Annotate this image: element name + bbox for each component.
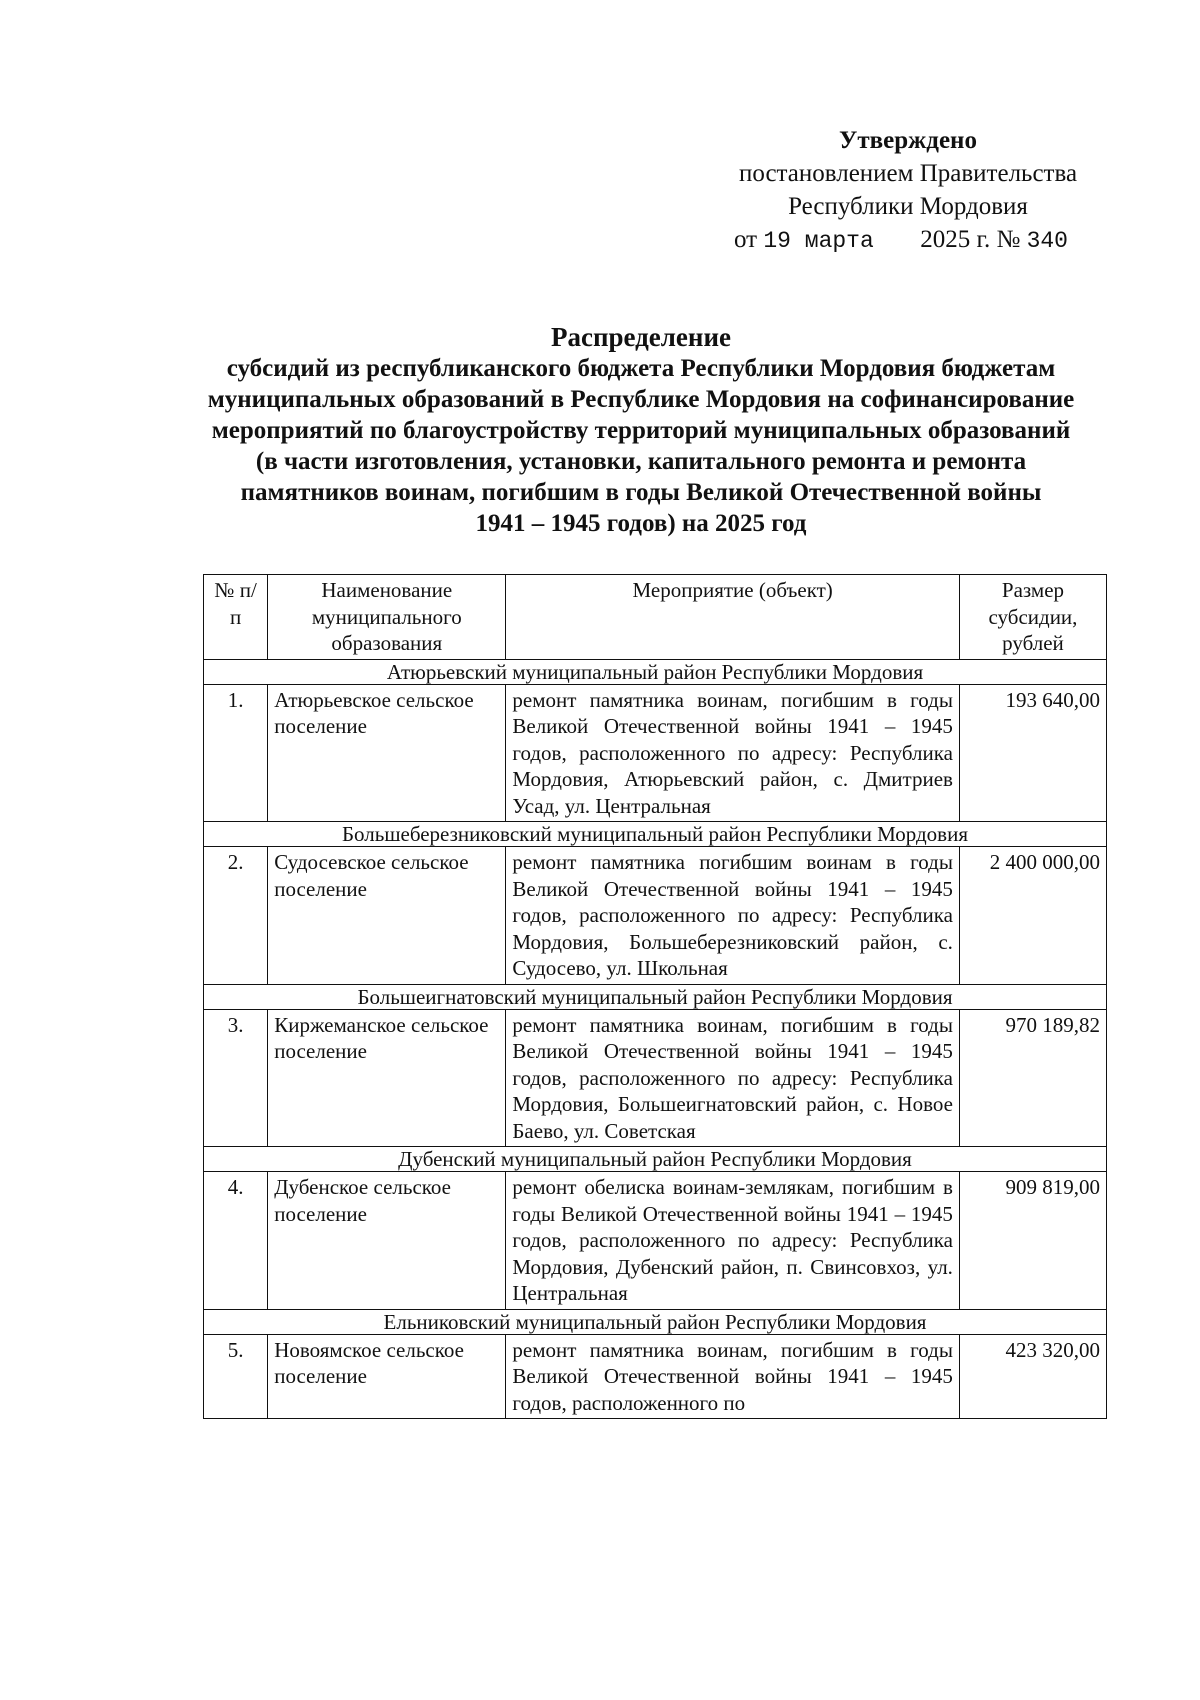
date-prefix: от bbox=[734, 226, 758, 253]
event-description: ремонт обелиска воинам-землякам, погибшим в годы Великой Отечественной войны 1941 – 1945 годов, расположенного по адресу: Республика Мордовия, Дубенский район, п. Свинсовхоз, ул. Центральная bbox=[506, 1172, 960, 1310]
subsidy-amount: 423 320,00 bbox=[959, 1334, 1106, 1419]
title-line-2: муниципальных образований в Республике Мордовия на софинансирование bbox=[207, 386, 1075, 413]
subsidy-amount: 193 640,00 bbox=[959, 684, 1106, 822]
approval-stamp bbox=[698, 124, 1118, 258]
header-name: Наименование муниципального образования bbox=[268, 575, 506, 660]
subsidy-amount: 2 400 000,00 bbox=[959, 847, 1106, 985]
district-row bbox=[204, 1147, 1107, 1172]
approval-line-1: постановлением Правительства bbox=[738, 160, 1078, 187]
title-line-4: (в части изготовления, установки, капитального ремонта и ремонта bbox=[255, 448, 1027, 475]
resolution-number: 340 bbox=[1026, 228, 1068, 254]
event-description: ремонт памятника воинам, погибшим в годы Великой Отечественной войны 1941 – 1945 годов, расположенного по bbox=[506, 1334, 960, 1419]
event-description: ремонт памятника воинам, погибшим в годы Великой Отечественной войны 1941 – 1945 годов, расположенного по адресу: Республика Мордовия, Атюрьевский район, с. Дмитриев Усад, ул. Центральная bbox=[506, 684, 960, 822]
title-line-5: памятников воинам, погибшим в годы Великой Отечественной войны bbox=[240, 479, 1042, 506]
row-number: 3. bbox=[204, 1009, 268, 1147]
district-row bbox=[204, 1309, 1107, 1334]
table-row bbox=[204, 1009, 1107, 1147]
title-line-3: мероприятий по благоустройству территорий муниципальных образований bbox=[211, 417, 1071, 444]
approval-line-2: Республики Мордовия bbox=[788, 193, 1028, 220]
title-line-6: 1941 – 1945 годов) на 2025 год bbox=[475, 510, 807, 537]
event-description: ремонт памятника погибшим воинам в годы Великой Отечественной войны 1941 – 1945 годов, расположенного по адресу: Республика Мордовия, Большеберезниковский район, с. Судосево, ул. Школьная bbox=[506, 847, 960, 985]
title-heading: Распределение bbox=[550, 322, 732, 352]
handwritten-date: 19 марта bbox=[763, 228, 874, 254]
table-row bbox=[204, 684, 1107, 822]
municipality-name: Судосевское сельское поселение bbox=[268, 847, 506, 985]
document-title bbox=[150, 322, 1132, 539]
district-name: Ельниковский муниципальный район Республики Мордовия bbox=[204, 1309, 1107, 1334]
table-row bbox=[204, 1172, 1107, 1310]
table-header-row bbox=[204, 575, 1107, 660]
date-year: 2025 г. № bbox=[920, 226, 1021, 253]
municipality-name: Новоямское сельское поселение bbox=[268, 1334, 506, 1419]
header-num: № п/п bbox=[204, 575, 268, 660]
district-name: Большеберезниковский муниципальный район Республики Мордовия bbox=[204, 822, 1107, 847]
municipality-name: Атюрьевское сельское поселение bbox=[268, 684, 506, 822]
header-event: Мероприятие (объект) bbox=[506, 575, 960, 660]
district-row bbox=[204, 822, 1107, 847]
approval-date-line bbox=[698, 223, 1118, 258]
row-number: 2. bbox=[204, 847, 268, 985]
title-line-1: субсидий из республиканского бюджета Республики Мордовия бюджетам bbox=[226, 355, 1056, 382]
district-row bbox=[204, 984, 1107, 1009]
row-number: 4. bbox=[204, 1172, 268, 1310]
row-number: 5. bbox=[204, 1334, 268, 1419]
district-name: Дубенский муниципальный район Республики Мордовия bbox=[204, 1147, 1107, 1172]
district-name: Атюрьевский муниципальный район Республики Мордовия bbox=[204, 659, 1107, 684]
district-row bbox=[204, 659, 1107, 684]
header-amount: Размер субсидии, рублей bbox=[959, 575, 1106, 660]
row-number: 1. bbox=[204, 684, 268, 822]
table-row bbox=[204, 847, 1107, 985]
municipality-name: Дубенское сельское поселение bbox=[268, 1172, 506, 1310]
subsidy-amount: 970 189,82 bbox=[959, 1009, 1106, 1147]
municipality-name: Киржеманское сельское поселение bbox=[268, 1009, 506, 1147]
subsidies-table bbox=[203, 574, 1107, 1419]
table-row bbox=[204, 1334, 1107, 1419]
approval-heading: Утверждено bbox=[839, 127, 977, 154]
subsidy-amount: 909 819,00 bbox=[959, 1172, 1106, 1310]
district-name: Большеигнатовский муниципальный район Республики Мордовия bbox=[204, 984, 1107, 1009]
event-description: ремонт памятника воинам, погибшим в годы Великой Отечественной войны 1941 – 1945 годов, расположенного по адресу: Республика Мордовия, Большеигнатовский район, с. Новое Баево, ул. Советская bbox=[506, 1009, 960, 1147]
